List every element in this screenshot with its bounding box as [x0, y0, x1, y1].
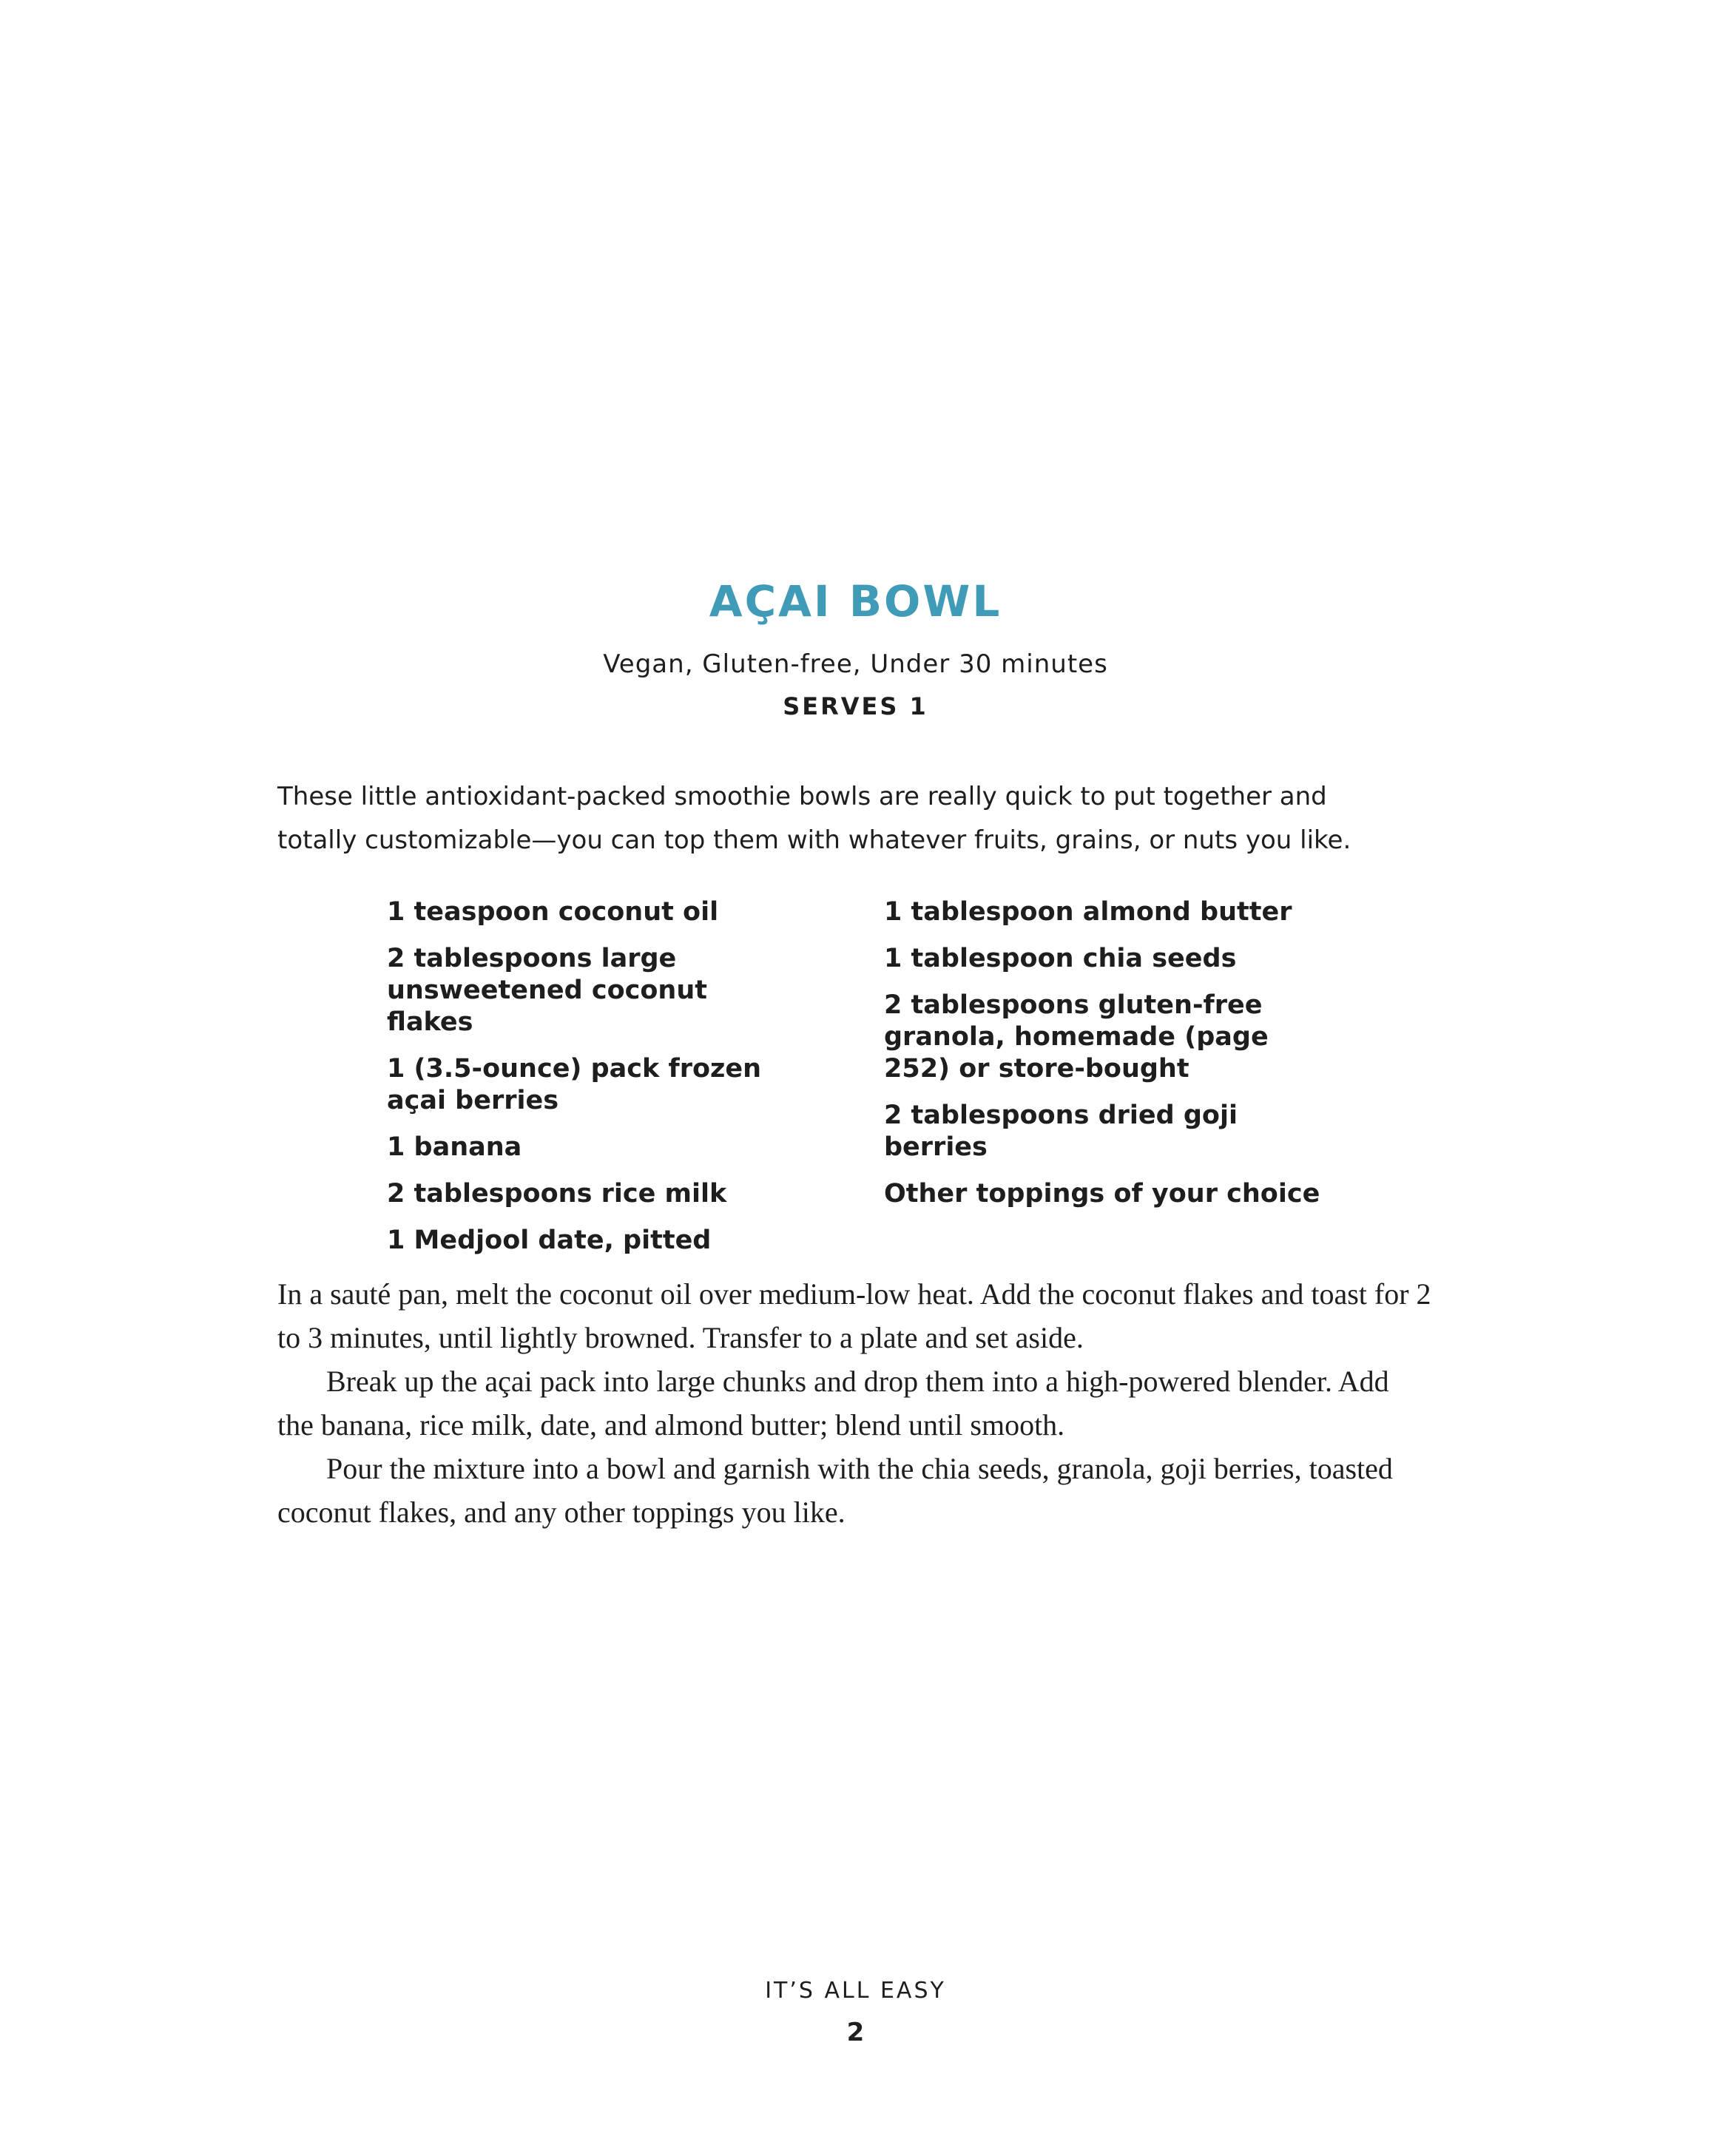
recipe-method [277, 1272, 1431, 1534]
ingredient-item: 1 teaspoon coconut oil [387, 897, 719, 927]
ingredient-item: Other toppings of your choice [884, 1179, 1320, 1209]
ingredients-right-column [884, 896, 1343, 1225]
ingredients-left-column [387, 896, 846, 1271]
recipe-intro: These little antioxidant-packed smoothie bowls are really quick to put together and totally customizable—you can top them with whatever fruits, grains, or nuts you like. [277, 782, 1351, 855]
method-step: In a sauté pan, melt the coconut oil over medium-low heat. Add the coconut flakes and toast for 2 to 3 minutes, until lightly browned. Transfer to a plate and set aside. [277, 1277, 1431, 1354]
running-head: IT’S ALL EASY [765, 1978, 946, 2004]
ingredient-item: 1 tablespoon almond butter [884, 897, 1292, 927]
ingredient-item: 2 tablespoons rice milk [387, 1179, 727, 1209]
ingredient-item: 2 tablespoons dried goji berries [884, 1101, 1238, 1162]
ingredient-item: 1 tablespoon chia seeds [884, 944, 1237, 973]
recipe-title: AÇAI BOWL [709, 575, 1002, 626]
method-step: Pour the mixture into a bowl and garnish with the chia seeds, granola, goji berries, toasted coconut flakes, and any other toppings you like. [277, 1452, 1393, 1529]
ingredient-item: 1 banana [387, 1132, 522, 1162]
ingredient-item: 2 tablespoons large unsweetened coconut flakes [387, 944, 707, 1037]
method-step: Break up the açai pack into large chunks and drop them into a high-powered blender. Add the banana, rice milk, date, and almond butter; blend until smooth. [277, 1365, 1389, 1442]
ingredient-item: 2 tablespoons gluten-free granola, homemade (page 252) or store-bought [884, 990, 1269, 1084]
page-number: 2 [846, 2018, 865, 2047]
recipe-tags: Vegan, Gluten-free, Under 30 minutes [603, 649, 1108, 679]
ingredient-item: 1 (3.5-ounce) pack frozen açai berries [387, 1054, 762, 1115]
ingredient-item: 1 Medjool date, pitted [387, 1226, 712, 1255]
recipe-serves: SERVES 1 [783, 692, 928, 720]
